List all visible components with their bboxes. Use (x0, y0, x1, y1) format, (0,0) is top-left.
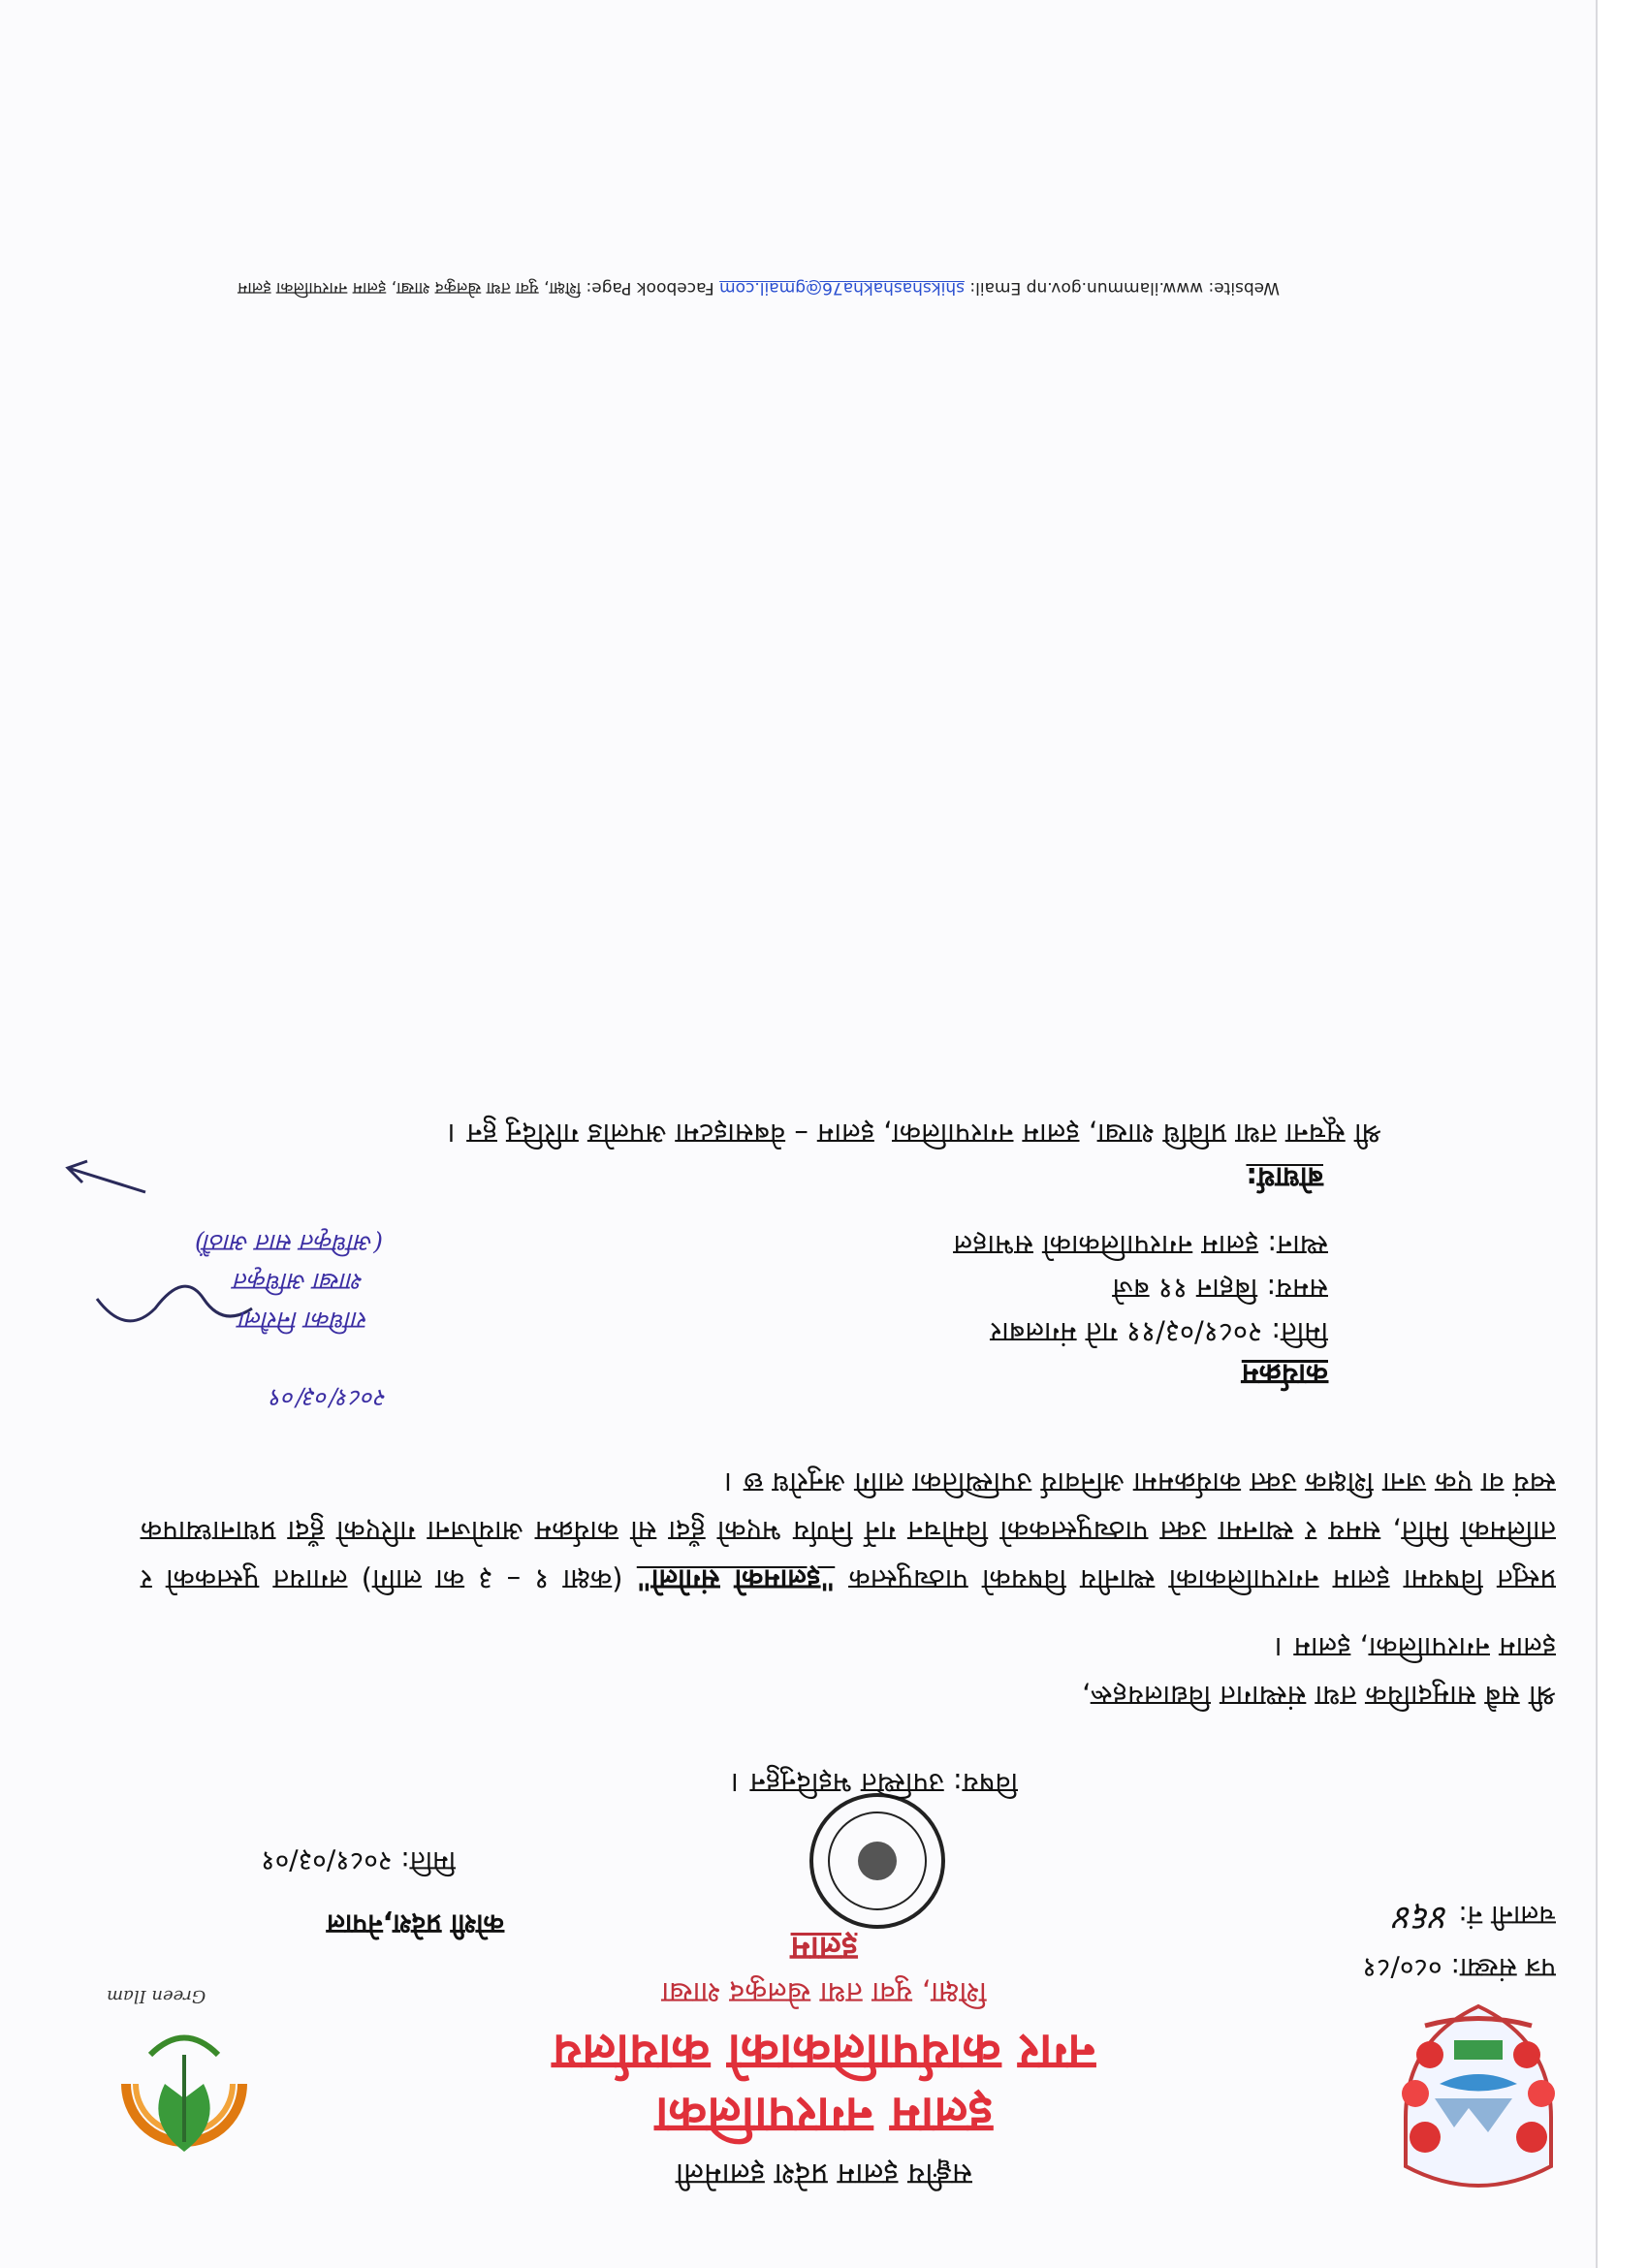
body-text-part2: (कक्षा १ – ३ का लागि) लगायत पुस्तकको र तालिमको मिति, समय र स्थानमा उक्त पाठ्यपुस्तकको विमोचन गर्ने निर्णय भएको हुँदा सो कार्यक्रम आयोजना गरिएको हुँदा प्रधानाध्यापक स्वयं वा एक जना शिक्षक उक्त कार्यक्रममा अनिवार्य उपस्थितिका लागि अनुरोध छ । (141, 1466, 1556, 1596)
subject-line: विषय: उपस्थित भइदिनुहुन । (730, 1767, 1018, 1800)
office-seal-icon (805, 1788, 950, 1934)
cc-recipient: श्री सूचना तथा प्रविधि शाखा, इलाम नगरपालिका, इलाम – वेबसाइटमा अपलोड गरिदिनु हुन । (447, 1118, 1381, 1150)
section-name: शिक्षा, युवा तथा खेलकुद शाखा (661, 1975, 987, 2009)
body-paragraph (141, 1459, 1556, 1604)
province-label: कोशी प्रदेश,नेपाल (327, 1908, 504, 1940)
dispatch-label: चलानी नं: (1458, 1900, 1556, 1932)
recipient-line-2: इलाम नगरपालिका, इलाम । (1274, 1631, 1556, 1664)
book-title: "इलामको संगोलो" (636, 1563, 836, 1596)
signatory-sub: (अधिकृत सात आठौं) (195, 1229, 383, 1257)
recipient-line-1: श्री सबै सामुदायिक तथा संस्थागत विद्यालयहरू, (1081, 1680, 1556, 1713)
signatory-role: शाखा अधिकृत (235, 1268, 364, 1296)
footer-email-label: Email: (969, 278, 1022, 298)
program-date: मिति: २०८१/०३/११ गते मंगलबार (990, 1316, 1328, 1349)
office-name: नगर कार्यपालिकाको कार्यालय (552, 2023, 1096, 2081)
footer-contact (238, 278, 1280, 300)
dispatch-handwritten-no: ४६४ (1395, 1898, 1450, 1937)
footer-email-link[interactable]: shikshashakha76@gmail.com (719, 278, 965, 298)
signature-date: २०८१/०३/०९ (270, 1384, 388, 1412)
letter-number: पत्र संख्या: ०८०/८१ (1362, 1952, 1556, 1984)
footer-website: Website: www.ilammun.gov.np (1026, 278, 1280, 298)
green-logo-caption: Green Ilam (107, 1986, 206, 2006)
program-heading: कार्यक्रम (1241, 1357, 1328, 1391)
letter-date: मिति: २०८१/०३/०१ (261, 1845, 456, 1877)
signatory-name: राधिका निरौला (239, 1307, 368, 1335)
header-province-line: सङ्घीय इलाम प्रदेश इलामेली (676, 2157, 972, 2191)
location-name: इलाम (790, 1929, 858, 1968)
program-time: समय: बिहान ११ बजे (1112, 1273, 1328, 1306)
dispatch-number (1395, 1896, 1556, 1943)
cc-heading: बोधार्थ: (1246, 1161, 1323, 1194)
body-text-part1: प्रस्तुत विषयमा इलाम नगरपालिकाको स्थानीय विषयको पाठ्यपुस्तक (848, 1563, 1556, 1596)
municipality-name: इलाम नगरपालिका (655, 2086, 993, 2144)
footer-facebook: Facebook Page: शिक्षा, युवा तथा खेलकुद शाखा, इलाम नगरपालिका इलाम (238, 278, 714, 298)
program-place: स्थान: इलाम नगरपालिकाको सभाहल (953, 1229, 1328, 1262)
